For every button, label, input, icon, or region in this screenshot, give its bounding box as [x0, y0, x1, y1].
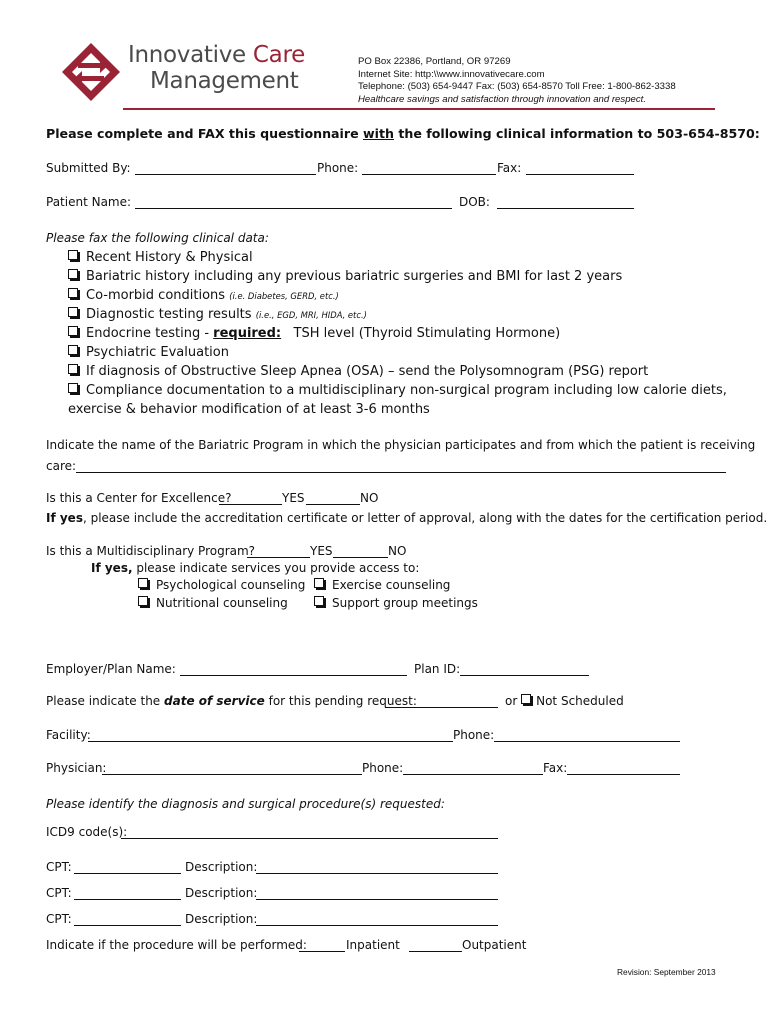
logo-name-innovative: Innovative	[128, 42, 246, 68]
clinical-item-continued: exercise & behavior modification of at least 3-6 months	[68, 402, 430, 417]
coe-yes-label: YES	[282, 491, 305, 505]
checkbox[interactable]	[521, 694, 531, 704]
service-option[interactable]: Exercise counseling	[314, 578, 450, 592]
clinical-item: Co-morbid conditions (i.e. Diabetes, GERD, etc.)	[68, 288, 339, 303]
checkbox[interactable]	[68, 326, 78, 336]
checkbox[interactable]	[68, 269, 78, 279]
checkbox[interactable]	[68, 250, 78, 260]
address-block	[358, 56, 676, 106]
services-instructions: If yes, please indicate services you provide access to:	[91, 561, 420, 575]
facility-field[interactable]	[88, 729, 453, 742]
checkbox[interactable]	[314, 596, 324, 606]
clinical-item: Endocrine testing - required: TSH level (Thyroid Stimulating Hormone)	[68, 326, 560, 341]
coe-yes-field[interactable]	[219, 492, 282, 505]
not-scheduled-option[interactable]: or Not Scheduled	[505, 694, 624, 708]
logo-mark-icon	[60, 41, 122, 103]
header-rule	[123, 108, 715, 110]
phone-label: Phone:	[317, 161, 359, 175]
clinical-title: Please fax the following clinical data:	[46, 231, 269, 245]
outpatient-label: Outpatient	[462, 938, 527, 952]
care-label: care:	[46, 459, 77, 473]
physician-field[interactable]	[102, 762, 362, 775]
coe-instructions: If yes, please include the accreditation certificate or letter of approval, along with the dates for the certification period.	[46, 511, 768, 525]
description-label: Description:	[185, 912, 258, 926]
logo-name-management: Management	[150, 68, 299, 94]
physician-label: Physician:	[46, 761, 107, 775]
icd9-label: ICD9 code(s):	[46, 825, 128, 839]
multi-no-label: NO	[388, 544, 407, 558]
date-of-service-label: Please indicate the date of service for this pending request:	[46, 694, 417, 708]
coe-question: Is this a Center for Excellence?	[46, 491, 232, 505]
performed-question: Indicate if the procedure will be performed:	[46, 938, 307, 952]
fax-label: Fax:	[497, 161, 522, 175]
clinical-item: Compliance documentation to a multidisciplinary non-surgical program including low calorie diets,	[68, 383, 727, 398]
description-label: Description:	[185, 860, 258, 874]
checkbox[interactable]	[138, 596, 148, 606]
clinical-item: Recent History & Physical	[68, 250, 253, 265]
checkbox[interactable]	[314, 578, 324, 588]
clinical-item: Bariatric history including any previous bariatric surgeries and BMI for last 2 years	[68, 269, 622, 284]
logo-name-care: Care	[252, 42, 305, 68]
dob-field[interactable]	[497, 196, 634, 209]
checkbox[interactable]	[68, 307, 78, 317]
multi-yes-field[interactable]	[247, 545, 310, 558]
submitted-by-label: Submitted By:	[46, 161, 131, 175]
clinical-item: Diagnostic testing results (i.e., EGD, MRI, HIDA, etc.)	[68, 307, 367, 322]
employer-label: Employer/Plan Name:	[46, 662, 176, 676]
physician-fax-field[interactable]	[567, 762, 680, 775]
facility-phone-field[interactable]	[494, 729, 680, 742]
telephone-line: Telephone: (503) 654-9447 Fax: (503) 654-8570 Toll Free: 1-800-862-3338	[358, 81, 676, 92]
facility-phone-label: Phone:	[453, 728, 495, 742]
plan-id-label: Plan ID:	[414, 662, 461, 676]
outpatient-field[interactable]	[409, 939, 462, 952]
coe-no-label: NO	[360, 491, 379, 505]
checkbox[interactable]	[68, 383, 78, 393]
patient-name-field[interactable]	[135, 196, 452, 209]
cpt-field[interactable]	[74, 861, 181, 874]
date-of-service-field[interactable]	[385, 695, 498, 708]
description-field[interactable]	[256, 861, 498, 874]
program-name-field[interactable]	[76, 460, 726, 473]
description-field[interactable]	[256, 887, 498, 900]
cpt-label: CPT:	[46, 912, 72, 926]
address-line: PO Box 22386, Portland, OR 97269	[358, 56, 511, 67]
cpt-field[interactable]	[74, 887, 181, 900]
checkbox[interactable]	[68, 364, 78, 374]
checkbox[interactable]	[68, 345, 78, 355]
phone-field[interactable]	[362, 162, 496, 175]
tagline: Healthcare savings and satisfaction through innovation and respect.	[358, 93, 646, 105]
icd9-field[interactable]	[121, 826, 498, 839]
fax-field[interactable]	[526, 162, 634, 175]
employer-field[interactable]	[180, 663, 407, 676]
revision-date: Revision: September 2013	[617, 967, 716, 977]
clinical-item: If diagnosis of Obstructive Sleep Apnea (OSA) – send the Polysomnogram (PSG) report	[68, 364, 648, 379]
multi-no-field[interactable]	[333, 545, 388, 558]
inpatient-field[interactable]	[299, 939, 345, 952]
cpt-field[interactable]	[74, 913, 181, 926]
facility-label: Facility:	[46, 728, 91, 742]
inpatient-label: Inpatient	[346, 938, 400, 952]
service-option[interactable]: Nutritional counseling	[138, 596, 288, 610]
checkbox[interactable]	[138, 578, 148, 588]
service-option[interactable]: Support group meetings	[314, 596, 478, 610]
checkbox[interactable]	[68, 288, 78, 298]
coe-no-field[interactable]	[306, 492, 360, 505]
physician-phone-field[interactable]	[403, 762, 543, 775]
multi-question: Is this a Multidisciplinary Program?	[46, 544, 256, 558]
dob-label: DOB:	[459, 195, 490, 209]
form-heading: Please complete and FAX this questionnaire with the following clinical information to 503-654-8570:	[46, 126, 760, 141]
cpt-label: CPT:	[46, 886, 72, 900]
patient-name-label: Patient Name:	[46, 195, 132, 209]
cpt-label: CPT:	[46, 860, 72, 874]
plan-id-field[interactable]	[460, 663, 589, 676]
service-option[interactable]: Psychological counseling	[138, 578, 305, 592]
procedure-title: Please identify the diagnosis and surgical procedure(s) requested:	[46, 797, 445, 811]
description-field[interactable]	[256, 913, 498, 926]
physician-phone-label: Phone:	[362, 761, 404, 775]
submitted-by-field[interactable]	[135, 162, 316, 175]
physician-fax-label: Fax:	[543, 761, 568, 775]
program-question: Indicate the name of the Bariatric Program in which the physician participates and from which the patient is receiving	[46, 438, 756, 452]
multi-yes-label: YES	[310, 544, 333, 558]
description-label: Description:	[185, 886, 258, 900]
website-line: Internet Site: http:\\www.innovativecare.com	[358, 68, 545, 80]
clinical-item: Psychiatric Evaluation	[68, 345, 229, 360]
